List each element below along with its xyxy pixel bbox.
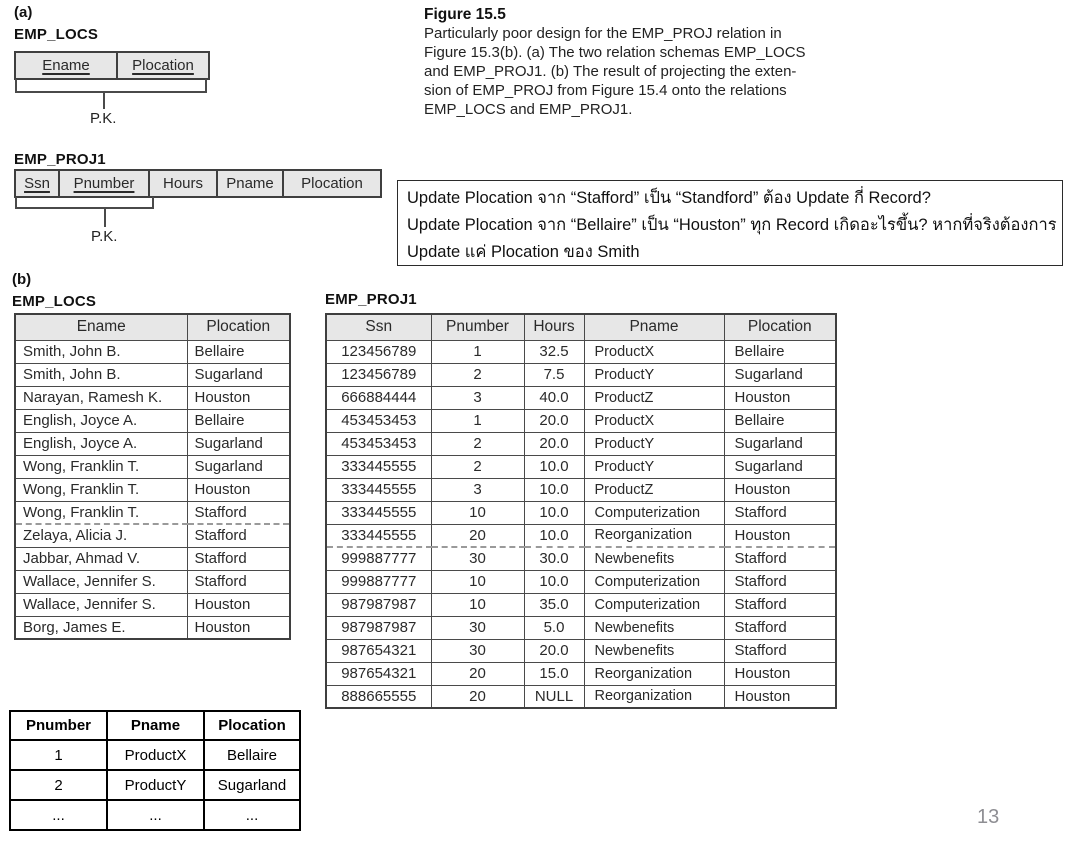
table-cell: Wong, Franklin T. xyxy=(15,478,187,501)
table-cell: Newbenefits xyxy=(584,639,724,662)
table-row xyxy=(326,340,836,363)
table-cell: 30 xyxy=(431,639,524,662)
table-row xyxy=(15,616,290,639)
table-cell: Houston xyxy=(187,593,290,616)
table-cell: 1 xyxy=(10,740,107,770)
table-row xyxy=(15,386,290,409)
table-row xyxy=(15,478,290,501)
table-cell: Borg, James E. xyxy=(15,616,187,639)
table-row xyxy=(326,524,836,547)
figure-caption-line: EMP_LOCS and EMP_PROJ1. xyxy=(424,101,633,118)
column-header: Pnumber xyxy=(431,314,524,340)
schema-attr-pnumber: Pnumber xyxy=(60,171,150,196)
column-header: Plocation xyxy=(187,314,290,340)
table-cell: Bellaire xyxy=(204,740,300,770)
table-row xyxy=(326,570,836,593)
table-cell: 10 xyxy=(431,501,524,524)
figure-caption-line: and EMP_PROJ1. (b) The result of projecting the exten- xyxy=(424,63,797,80)
table-cell: Jabbar, Ahmad V. xyxy=(15,547,187,570)
table-cell: Bellaire xyxy=(187,340,290,363)
table-row xyxy=(326,409,836,432)
table-cell: ProductY xyxy=(584,363,724,386)
table-cell: 2 xyxy=(10,770,107,800)
table-cell: 1 xyxy=(431,409,524,432)
column-header: Pname xyxy=(584,314,724,340)
table-cell: Sugarland xyxy=(204,770,300,800)
table-cell: Stafford xyxy=(187,547,290,570)
table-cell: Stafford xyxy=(724,547,836,570)
emp-locs-schema-title: EMP_LOCS xyxy=(14,26,99,43)
table-cell: 123456789 xyxy=(326,363,431,386)
table-row xyxy=(15,409,290,432)
table-cell: ... xyxy=(10,800,107,830)
table-row xyxy=(15,501,290,524)
table-row xyxy=(326,386,836,409)
emp-locs-pk-tick xyxy=(103,93,105,109)
table-cell: 333445555 xyxy=(326,524,431,547)
note-line-1: Update Plocation จาก “Stafford” เป็น “Standford” ต้อง Update กี่ Record? xyxy=(407,189,931,207)
table-cell: ProductY xyxy=(584,455,724,478)
table-cell: 30 xyxy=(431,616,524,639)
table-cell: Stafford xyxy=(724,639,836,662)
note-line-2: Update Plocation จาก “Bellaire” เป็น “Houston” ทุก Record เกิดอะไรขึ้น? หากที่จริงต้องการ xyxy=(407,216,1057,234)
table-cell: 10 xyxy=(431,593,524,616)
table-cell: ProductY xyxy=(107,770,204,800)
project-summary-table xyxy=(9,710,301,831)
table-cell: 333445555 xyxy=(326,501,431,524)
table-row xyxy=(326,501,836,524)
table-cell: 10.0 xyxy=(524,570,584,593)
table-cell: Wallace, Jennifer S. xyxy=(15,570,187,593)
table-cell: 2 xyxy=(431,363,524,386)
table-cell: 3 xyxy=(431,478,524,501)
table-cell: Stafford xyxy=(724,570,836,593)
table-cell: ProductY xyxy=(584,432,724,455)
table-cell: Reorganization xyxy=(584,662,724,685)
table-row xyxy=(15,547,290,570)
table-cell: 20.0 xyxy=(524,409,584,432)
emp-proj1-schema-title: EMP_PROJ1 xyxy=(14,151,106,168)
table-cell: Computerization xyxy=(584,593,724,616)
table-row xyxy=(326,478,836,501)
column-header: Plocation xyxy=(724,314,836,340)
table-cell: NULL xyxy=(524,685,584,708)
table-cell: 987654321 xyxy=(326,662,431,685)
table-row xyxy=(15,340,290,363)
emp-proj1-schema-row xyxy=(14,169,382,198)
table-row xyxy=(15,363,290,386)
table-cell: Houston xyxy=(187,616,290,639)
table-cell: 987987987 xyxy=(326,593,431,616)
table-row xyxy=(326,639,836,662)
table-cell: 3 xyxy=(431,386,524,409)
figure-caption xyxy=(424,6,854,119)
emp-locs-data-table xyxy=(14,313,291,640)
table-cell: Sugarland xyxy=(187,432,290,455)
table-row xyxy=(15,570,290,593)
table-cell: Bellaire xyxy=(187,409,290,432)
table-cell: Houston xyxy=(724,685,836,708)
column-header: Pnumber xyxy=(10,711,107,740)
table-cell: 15.0 xyxy=(524,662,584,685)
schema-attr-plocation2: Plocation xyxy=(284,171,380,196)
schema-attr-ssn: Ssn xyxy=(16,171,60,196)
emp-proj1-pk-label: P.K. xyxy=(91,228,118,245)
table-cell: Houston xyxy=(724,386,836,409)
table-cell: Sugarland xyxy=(724,432,836,455)
table-cell: Wallace, Jennifer S. xyxy=(15,593,187,616)
table-cell: Sugarland xyxy=(187,363,290,386)
emp-proj1-pk-tick xyxy=(104,209,106,227)
emp-locs-schema-row xyxy=(14,51,210,80)
table-row xyxy=(326,455,836,478)
table-row xyxy=(326,616,836,639)
table-cell: Stafford xyxy=(724,501,836,524)
table-cell: Computerization xyxy=(584,501,724,524)
column-header: Ssn xyxy=(326,314,431,340)
table-row xyxy=(326,685,836,708)
table-cell: 123456789 xyxy=(326,340,431,363)
table-cell: English, Joyce A. xyxy=(15,409,187,432)
emp-locs-pk-label: P.K. xyxy=(90,110,117,127)
table-cell: 987654321 xyxy=(326,639,431,662)
update-note-box xyxy=(397,180,1063,266)
table-cell: 20.0 xyxy=(524,639,584,662)
table-cell: 40.0 xyxy=(524,386,584,409)
table-cell: 888665555 xyxy=(326,685,431,708)
table-cell: 10.0 xyxy=(524,455,584,478)
emp-proj1-table-title: EMP_PROJ1 xyxy=(325,291,417,308)
table-cell: 333445555 xyxy=(326,455,431,478)
table-cell: Reorganization xyxy=(584,524,724,547)
table-cell: 10.0 xyxy=(524,478,584,501)
table-row xyxy=(10,770,300,800)
table-cell: 666884444 xyxy=(326,386,431,409)
table-cell: Smith, John B. xyxy=(15,363,187,386)
table-cell: 999887777 xyxy=(326,570,431,593)
table-cell: 2 xyxy=(431,432,524,455)
figure-caption-line: sion of EMP_PROJ from Figure 15.4 onto the relations xyxy=(424,82,787,99)
table-cell: Computerization xyxy=(584,570,724,593)
table-cell: 20.0 xyxy=(524,432,584,455)
table-cell: 20 xyxy=(431,524,524,547)
table-cell: Stafford xyxy=(187,501,290,524)
table-cell: Zelaya, Alicia J. xyxy=(15,524,187,547)
table-cell: 32.5 xyxy=(524,340,584,363)
table-cell: Narayan, Ramesh K. xyxy=(15,386,187,409)
table-cell: ProductX xyxy=(584,409,724,432)
table-cell: 35.0 xyxy=(524,593,584,616)
table-cell: Stafford xyxy=(724,593,836,616)
table-cell: Houston xyxy=(724,662,836,685)
table-cell: Smith, John B. xyxy=(15,340,187,363)
table-cell: Houston xyxy=(724,478,836,501)
table-cell: Houston xyxy=(187,478,290,501)
table-cell: ProductX xyxy=(584,340,724,363)
emp-locs-table-title: EMP_LOCS xyxy=(12,293,97,310)
table-cell: 5.0 xyxy=(524,616,584,639)
table-cell: Stafford xyxy=(724,616,836,639)
section-a-label: (a) xyxy=(14,4,33,21)
table-cell: ProductZ xyxy=(584,386,724,409)
table-cell: Stafford xyxy=(187,570,290,593)
table-cell: 1 xyxy=(431,340,524,363)
table-row xyxy=(15,455,290,478)
column-header: Plocation xyxy=(204,711,300,740)
table-cell: 333445555 xyxy=(326,478,431,501)
table-row xyxy=(326,547,836,570)
table-cell: 7.5 xyxy=(524,363,584,386)
table-cell: 30.0 xyxy=(524,547,584,570)
schema-attr-pname: Pname xyxy=(218,171,284,196)
schema-attr-plocation: Plocation xyxy=(118,53,208,78)
table-row xyxy=(326,432,836,455)
table-cell: Stafford xyxy=(187,524,290,547)
table-cell: 453453453 xyxy=(326,409,431,432)
table-row xyxy=(10,800,300,830)
table-cell: 30 xyxy=(431,547,524,570)
table-cell: 10.0 xyxy=(524,524,584,547)
table-cell: ProductZ xyxy=(584,478,724,501)
table-row xyxy=(15,593,290,616)
note-line-3: Update แค่ Plocation ของ Smith xyxy=(407,243,640,261)
table-cell: Houston xyxy=(187,386,290,409)
table-cell: Sugarland xyxy=(187,455,290,478)
column-header: Hours xyxy=(524,314,584,340)
figure-caption-line: Particularly poor design for the EMP_PROJ relation in xyxy=(424,25,782,42)
table-cell: Reorganization xyxy=(584,685,724,708)
table-cell: ... xyxy=(204,800,300,830)
emp-proj1-pk-bracket xyxy=(15,197,154,209)
emp-proj1-data-table xyxy=(325,313,837,709)
schema-attr-ename: Ename xyxy=(16,53,118,78)
table-cell: ... xyxy=(107,800,204,830)
table-row xyxy=(326,363,836,386)
table-cell: 999887777 xyxy=(326,547,431,570)
emp-locs-pk-bracket xyxy=(15,79,207,93)
table-cell: Bellaire xyxy=(724,340,836,363)
figure-caption-title: Figure 15.5 xyxy=(424,6,506,23)
section-b-label: (b) xyxy=(12,271,32,288)
table-cell: English, Joyce A. xyxy=(15,432,187,455)
table-cell: Wong, Franklin T. xyxy=(15,501,187,524)
table-cell: Sugarland xyxy=(724,455,836,478)
schema-attr-hours: Hours xyxy=(150,171,218,196)
column-header: Ename xyxy=(15,314,187,340)
table-cell: Newbenefits xyxy=(584,616,724,639)
table-cell: Newbenefits xyxy=(584,547,724,570)
table-cell: 453453453 xyxy=(326,432,431,455)
table-cell: 10 xyxy=(431,570,524,593)
figure-caption-line: Figure 15.3(b). (a) The two relation schemas EMP_LOCS xyxy=(424,44,806,61)
table-row xyxy=(326,662,836,685)
table-row xyxy=(15,524,290,547)
table-row xyxy=(326,593,836,616)
page-number: 13 xyxy=(977,806,1000,828)
table-cell: Sugarland xyxy=(724,363,836,386)
table-cell: ProductX xyxy=(107,740,204,770)
column-header: Pname xyxy=(107,711,204,740)
table-cell: Houston xyxy=(724,524,836,547)
table-cell: 2 xyxy=(431,455,524,478)
table-cell: Wong, Franklin T. xyxy=(15,455,187,478)
table-cell: 20 xyxy=(431,685,524,708)
table-cell: 987987987 xyxy=(326,616,431,639)
table-cell: 10.0 xyxy=(524,501,584,524)
table-cell: 20 xyxy=(431,662,524,685)
table-cell: Bellaire xyxy=(724,409,836,432)
table-row xyxy=(15,432,290,455)
table-row xyxy=(10,740,300,770)
